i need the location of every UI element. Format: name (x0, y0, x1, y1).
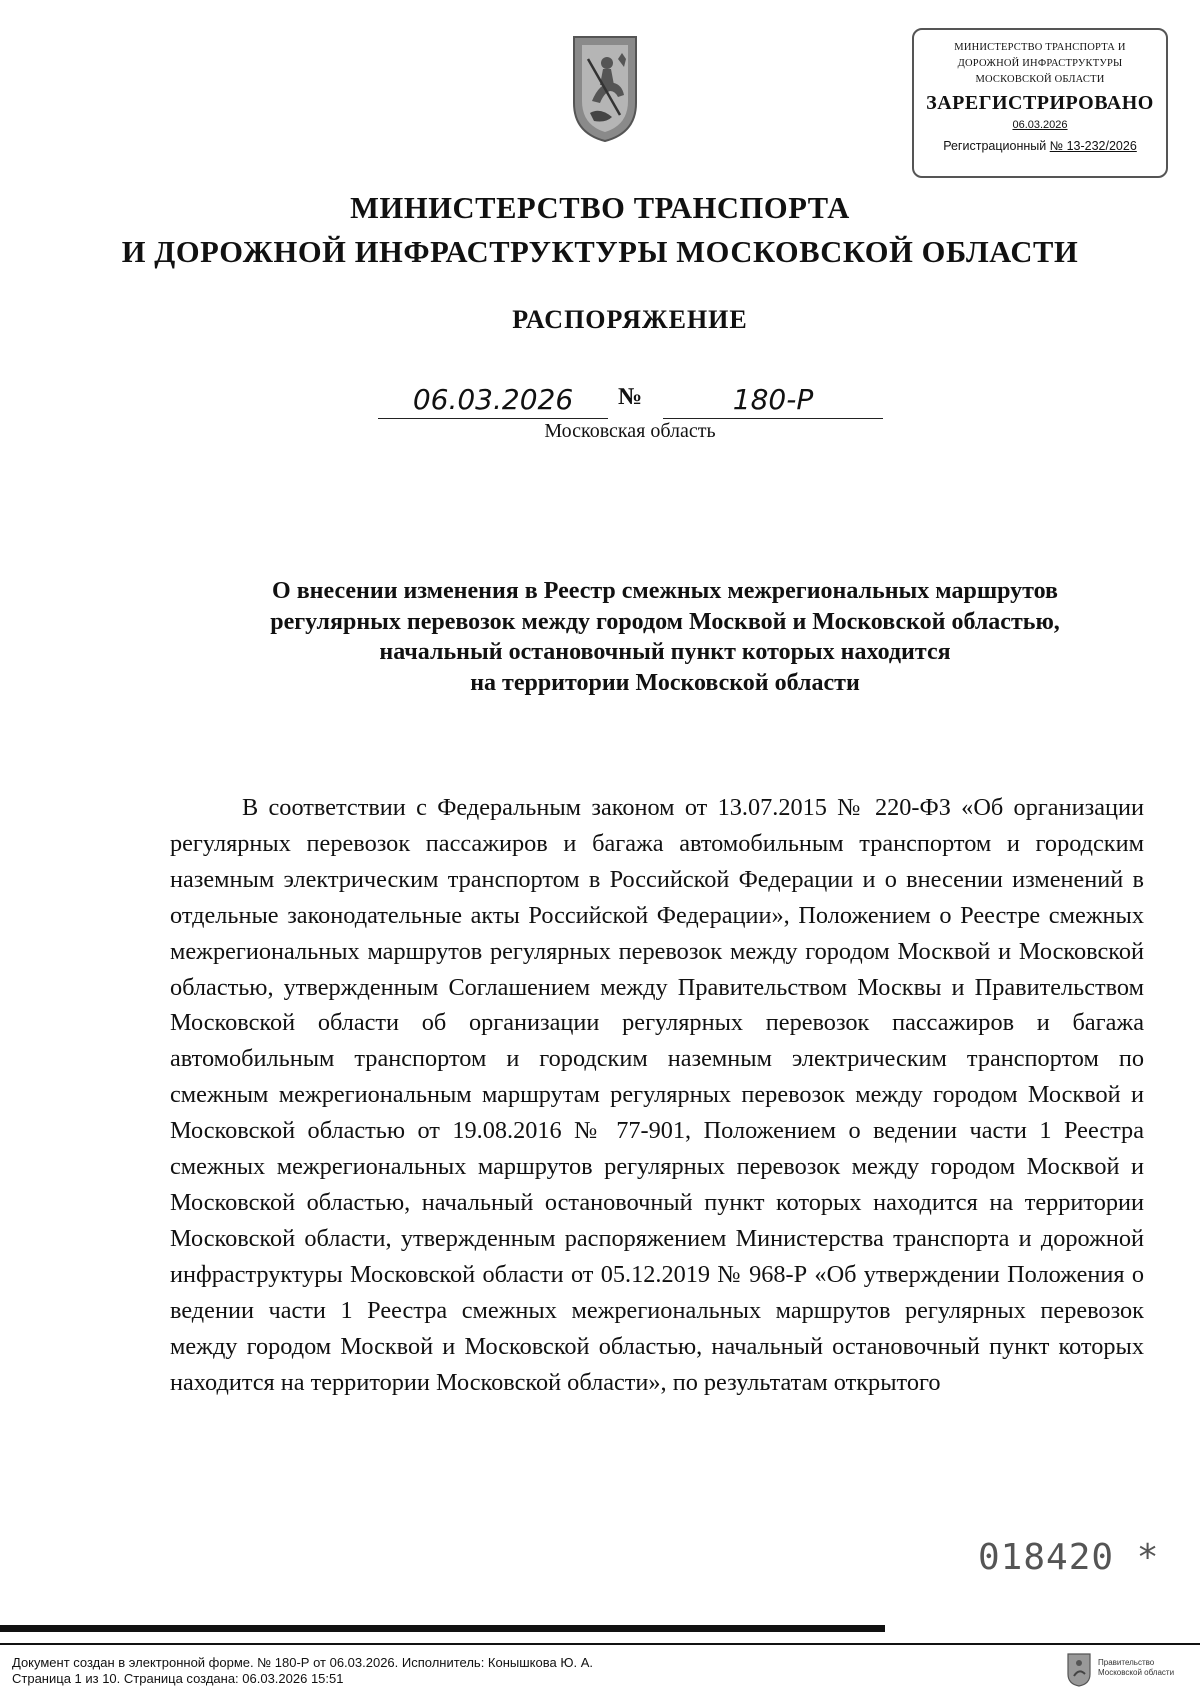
government-emblem-icon (1066, 1652, 1092, 1688)
stamp-org-line: МОСКОВСКОЙ ОБЛАСТИ (975, 74, 1105, 85)
stamp-status: ЗАРЕГИСТРИРОВАНО (926, 92, 1154, 114)
footer-line: Документ создан в электронной форме. № 180-Р от 06.03.2026. Исполнитель: Конышкова Ю. А. (12, 1655, 593, 1670)
stamp-date: 06.03.2026 (1012, 119, 1068, 131)
subject-line: на территории Московской области (470, 669, 860, 696)
body-paragraph: В соответствии с Федеральным законом от 13.07.2015 № 220-ФЗ «Об организации регулярных перевозок пассажиров и багажа автомобильным транспортом и городским наземным электрическим транспортом в Российской Федерации и о внесении изменений в отдельные законодательные акты Российской Федерации», Положением о Реестре смежных межрегиональных маршрутов регулярных перевозок между городом Москвой и Московской областью, утвержденным Соглашением между Правительством Москвы и Правительством Московской области об организации регулярных перевозок пассажиров и багажа автомобильным транспортом и городским наземным электрическим транспортом по смежным межрегиональным маршрутам регулярных перевозок между городом Москвой и Московской областью от 19.08.2016 № 77-901, Положением о ведении части 1 Реестра смежных межрегиональных маршрутов регулярных перевозок между городом Москвой и Московской областью, начальный остановочный пункт которых находится на территории Московской области, утвержденным распоряжением Министерства транспорта и дорожной инфраструктуры Московской области от 05.12.2019 № 968-Р «Об утверждении Положения о ведении части 1 Реестра смежных межрегиональных маршрутов регулярных перевозок между городом Москвой и Московской областью, начальный остановочный пункт которых находится на территории Московской области», по результатам открытого (170, 794, 1144, 1396)
government-label-line: Правительство (1098, 1658, 1155, 1667)
stamp-reg-label: Регистрационный (943, 139, 1047, 153)
serial-number: 018420 * (978, 1537, 1160, 1578)
order-place: Московская область (544, 420, 716, 442)
stamp-org-line: МИНИСТЕРСТВО ТРАНСПОРТА И (954, 42, 1126, 53)
footer-line: Страница 1 из 10. Страница создана: 06.03.2026 15:51 (12, 1671, 344, 1686)
footer-divider (0, 1643, 1200, 1645)
government-label (1098, 1658, 1174, 1678)
ministry-title (100, 186, 1100, 274)
ministry-title-line2: И ДОРОЖНОЙ ИНФРАСТРУКТУРЫ МОСКОВСКОЙ ОБЛАСТИ (121, 235, 1079, 269)
footer-info (12, 1655, 593, 1687)
government-label-line: Московской области (1098, 1668, 1175, 1677)
stamp-reg-value: № 13-232/2026 (1049, 139, 1137, 153)
document-subject (170, 576, 1160, 698)
coat-of-arms-icon (570, 33, 640, 145)
order-date: 06.03.2026 (378, 382, 608, 419)
subject-line: начальный остановочный пункт которых находится (379, 639, 951, 665)
subject-line: регулярных перевозок между городом Москвой и Московской областью, (270, 608, 1060, 635)
document-type: РАСПОРЯЖЕНИЕ (512, 305, 748, 334)
stamp-reg-number (914, 139, 1166, 153)
order-number: 180-Р (663, 382, 883, 419)
ministry-title-line1: МИНИСТЕРСТВО ТРАНСПОРТА (350, 191, 850, 225)
stamp-org-line: ДОРОЖНОЙ ИНФРАСТРУКТУРЫ (957, 58, 1123, 69)
registration-stamp (912, 28, 1168, 178)
order-number-label: № (618, 384, 643, 410)
subject-line: О внесении изменения в Реестр смежных межрегиональных маршрутов (272, 578, 1058, 604)
footer-divider (0, 1625, 885, 1632)
